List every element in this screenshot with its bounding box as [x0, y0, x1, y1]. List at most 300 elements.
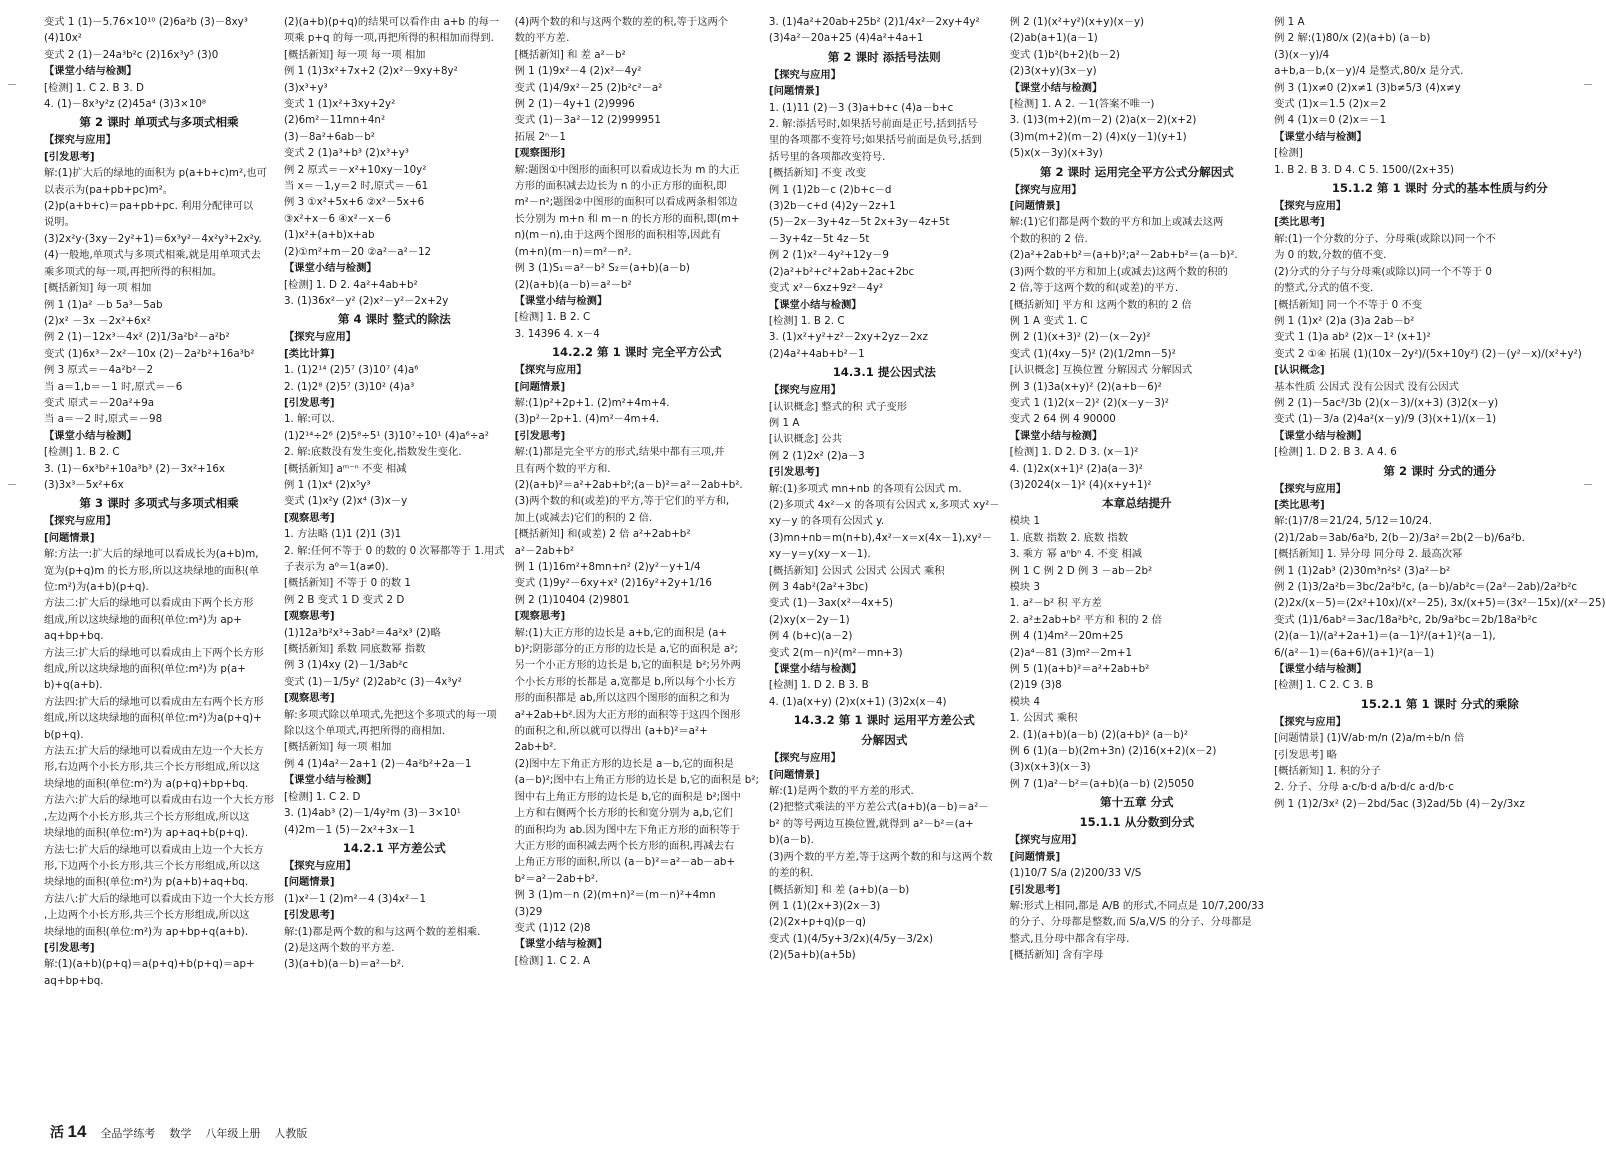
answer-line: [检测] 1. D 2. B 3. A 4. 6: [1274, 446, 1397, 459]
answer-line: m²－n²;题图②中图形的面积可以看成两条相邻边: [514, 196, 738, 209]
answer-line: 图中右上角正方形的边长是 b,它的面积是 b²;图中: [514, 790, 741, 803]
answer-line: 例 2 原式＝－x²+10xy－10y²: [284, 163, 427, 176]
section-label: 【探究与应用】: [44, 515, 117, 528]
section-label: 【课堂小结与检测】: [514, 938, 608, 951]
section-label: [问题情景]: [1009, 200, 1061, 213]
page-footer: [50, 1122, 307, 1144]
answer-line: (1)2¹⁴÷2⁶ (2)5⁸÷5¹ (3)10⁷÷10¹ (4)a⁶÷a²: [284, 429, 489, 442]
answer-line: 3. (1)－6x³b²+10a³b³ (2)－3x²+16x: [44, 462, 225, 475]
column-4: [769, 14, 1000, 1124]
page-label: 活: [50, 1125, 64, 1141]
answer-line: 1. (1)11 (2)－3 (3)a+b+c (4)a－b+c: [768, 101, 954, 114]
answer-line: 6/(a²－1)＝(6a+6)/(a+1)²(a－1): [1274, 646, 1435, 659]
answer-line: b²＝a²－2ab+b².: [514, 872, 599, 885]
answer-line: [问题情景] (1)V/ab·m/n (2)a/m÷b/n 倍: [1274, 732, 1465, 745]
section-label: 【课堂小结与检测】: [44, 429, 137, 442]
answer-line: 宽为(p+q)m 的长方形,所以这块绿地的面积(单: [44, 564, 260, 577]
answer-line: 解:(1)一个分数的分子、分母乘(或除以)同一个不: [1274, 232, 1496, 245]
answer-line: [概括新知] 每一项 相加: [284, 741, 392, 754]
answer-line: 且有两个数的平方和.: [514, 462, 611, 475]
answer-line: [概括新知] 1. 异分母 同分母 2. 最高次幂: [1274, 548, 1463, 561]
answer-line: (a－b)²;图中右上角正方形的边长是 b,它的面积是 b²;: [514, 774, 759, 787]
section-label: 【课堂小结与检测】: [1009, 429, 1103, 442]
section-label: [问题情景]: [514, 380, 566, 393]
section-label: 【探究与应用】: [44, 134, 117, 147]
answer-line: (3)x(x+3)(x－3): [1009, 761, 1091, 774]
answer-line: 个数的积的 2 倍.: [1009, 232, 1088, 245]
answer-line: 变式 2 64 例 4 90000: [1009, 413, 1116, 426]
section-heading: 第 2 课时 分式的通分: [1383, 463, 1497, 478]
answer-line: 4. (1)－8x³y²z (2)45a⁴ (3)3×10⁸: [44, 98, 207, 111]
answer-line: 的差的积.: [768, 867, 814, 880]
crop-mark: [1584, 84, 1592, 85]
answer-line: 模块 3: [1009, 581, 1041, 593]
answer-line: 3. (1)36x²－y² (2)x²－y²－2x+2y: [284, 294, 449, 307]
answer-line: 例 4 (1)4m²－20m+25: [1009, 630, 1124, 643]
answer-line: [概括新知] aᵐ⁻ⁿ 不变 相减: [284, 462, 407, 475]
answer-line: 形的面积都是 ab,所以这四个图形的面积之和为: [514, 692, 730, 705]
grade-name: 八年级上册: [205, 1127, 261, 1140]
answer-line: [概括新知] 系数 同底数幂 指数: [284, 643, 426, 656]
section-label: 【课堂小结与检测】: [1009, 81, 1103, 94]
answer-line: (3)两个数的平方和加上(或减去)这两个数的积的: [1009, 265, 1228, 278]
answer-line: [概括新知] 不等于 0 的数 1: [284, 577, 411, 590]
answer-line: (2)图中左下角正方形的边长是 a－b,它的面积是: [514, 757, 734, 770]
answer-line: (1)x²+(a+b)x+ab: [284, 229, 375, 242]
answer-line: 1. 公因式 乘积: [1009, 712, 1078, 725]
answer-line: (2)把整式乘法的平方差公式(a+b)(a－b)＝a²－: [768, 801, 989, 814]
section-heading: 14.2.1 平方差公式: [342, 840, 446, 855]
answer-line: 例 1 (1)x⁴ (2)x⁵y³: [284, 478, 371, 491]
answer-line: 解:(1)都是两个数的和与这两个数的差相乘.: [284, 925, 481, 938]
answer-line: 组成,所以这块绿地的面积(单位:m²)为a(p+q)+: [44, 712, 262, 725]
answer-line: 为 0 的数,分数的值不变.: [1274, 249, 1387, 262]
answer-line: [检测] 1. D 2. B 3. B: [768, 679, 869, 692]
answer-line: 解:(1)(a+b)(p+q)＝a(p+q)+b(p+q)＝ap+: [44, 958, 255, 971]
answer-line: [引发思考] 略: [1274, 748, 1337, 761]
answer-line: 例 2 (1)x²－4y²+12y－9: [768, 249, 889, 262]
answer-line: 除以这个单项式,再把所得的商相加.: [284, 725, 445, 738]
answer-line: 形,右边两个小长方形,共三个长方形组成,所以这: [44, 761, 260, 774]
answer-line: 的面积均为 ab.因为图中左下角正方形的面积等于: [514, 823, 740, 836]
subject-name: 数学: [169, 1127, 192, 1140]
answer-line: 解:(1)扩大后的绿地的面积为 p(a+b+c)m²,也可: [44, 167, 267, 180]
answer-line: 变式 1 (1)a ab² (2)x－1² (x+1)²: [1274, 331, 1431, 344]
answer-line: 例 5 (1)(a+b)²＝a²+2ab+b²: [1009, 663, 1150, 676]
answer-line: 变式 2 (1)－24a³b²c (2)16x³y⁵ (3)0: [44, 48, 219, 61]
answer-line: (1)10/7 S/a (2)200/33 V/S: [1009, 867, 1142, 880]
answer-line: 方法三:扩大后的绿地可以看成由上下两个长方形: [44, 646, 264, 659]
answer-line: 例 1 (1)(2x+3)(2x－3): [768, 899, 881, 912]
section-label: [观察思考]: [514, 610, 566, 623]
answer-line: (2)4a²+4ab+b²－1: [768, 347, 865, 360]
answer-line: 块绿地的面积(单位:m²)为 p(a+b)+aq+bq.: [44, 876, 249, 889]
section-label: [问题情景]: [768, 85, 820, 98]
answer-line: [检测] 1. A 2. －1(答案不唯一): [1009, 98, 1155, 111]
answer-line: (3)mn+nb＝m(n+b),4x²－x＝x(4x－1),xy²－: [768, 531, 993, 544]
answer-line: 变式 (1)12 (2)8: [514, 921, 591, 934]
answer-line: a²+2ab+b².因为大正方形的面积等于这四个图形: [514, 708, 741, 721]
answer-line: 2. a²±2ab+b² 平方和 积的 2 倍: [1009, 613, 1162, 626]
answer-line: (2)p(a+b+c)＝pa+pb+pc. 利用分配律可以: [44, 200, 254, 213]
section-heading: 15.1.1 从分数到分式: [1079, 815, 1195, 830]
answer-line: 2. (1)(a+b)(a－b) (2)(a+b)² (a－b)²: [1009, 728, 1189, 741]
section-label: [引发思考]: [284, 909, 335, 922]
answer-line: 1. B 2. B 3. D 4. C 5. 1500/(2x+35): [1274, 163, 1455, 176]
answer-line: 例 3 4ab²(2a²+3bc): [768, 581, 869, 593]
answer-line: 方形的面积减去边长为 n 的小正方形的面积,即: [514, 180, 727, 193]
section-label: 【课堂小结与检测】: [1274, 429, 1367, 442]
answer-line: 例 2 (1)(x+3)² (2)－(x－2y)²: [1009, 331, 1151, 344]
answer-line: ,左边两个小长方形,共三个长方形组成,所以这: [44, 810, 250, 823]
answer-line: 当 x＝－1,y＝2 时,原式＝－61: [284, 180, 429, 193]
answer-line: 例 3 ①x²+5x+6 ②x²－5x+6: [284, 196, 425, 209]
answer-line: 例 1 (1)9x²－4 (2)x²－4y²: [514, 65, 642, 78]
answer-line: 长分别为 m+n 和 m－n 的长方形的面积,即(m+: [514, 212, 740, 225]
answer-line: (3)2b－c+d (4)2y－2z+1: [768, 200, 896, 213]
answer-line: xy－y＝y(xy－x－1).: [768, 548, 871, 561]
answer-line: 变式 (1)－3a²－12 (2)999951: [514, 114, 661, 127]
answer-line: 3. (1)x²+y²+z²－2xy+2yz－2xz: [768, 331, 928, 344]
answer-line: (m+n)(m－n)＝m²－n².: [514, 245, 632, 258]
answer-line: 例 1 C 例 2 D 例 3 －ab－2b²: [1009, 564, 1153, 577]
answer-line: 子表示为 a⁰＝1(a≠0).: [284, 561, 389, 573]
answer-line: [概括新知] 公因式 公因式 公因式 乘积: [768, 564, 945, 577]
answer-line: [概括新知] 平方和 这两个数的积的 2 倍: [1009, 298, 1192, 311]
answer-line: 方法五:扩大后的绿地可以看成由左边一个大长方: [44, 745, 264, 758]
answer-line: 解:(1)p²+2p+1. (2)m²+4m+4.: [514, 396, 670, 409]
answer-line: 项乘 p+q 的每一项,再把所得的积相加而得到.: [284, 32, 494, 45]
answer-line: 形,下边两个小长方形,共三个长方形组成,所以这: [44, 859, 260, 872]
section-heading: 分解因式: [861, 733, 908, 748]
answer-line: 变式 2 ①④ 拓展 (1)(10x－2y²)/(5x+10y²) (2)－(y²－x)/(x²+y²): [1274, 347, 1582, 360]
section-label: [问题情景]: [44, 531, 95, 544]
section-label: 【探究与应用】: [284, 331, 357, 344]
edition-name: 人教版: [274, 1127, 308, 1140]
answer-line: 变式 x²－6xz+9z²－4y²: [768, 282, 884, 295]
answer-line: 1. 底数 指数 2. 底数 指数: [1009, 531, 1128, 544]
section-label: [观察思考]: [284, 692, 335, 705]
answer-line: 变式 (1)4/9x²－25 (2)b²c²－a²: [514, 81, 663, 94]
crop-mark: [8, 84, 16, 85]
answer-line: [概括新知] 和 差 (a+b)(a－b): [768, 883, 910, 896]
answer-line: [检测] 1. C 2. B 3. D: [44, 81, 144, 94]
answer-line: b)²;阴影部分的正方形的边长是 a,它的面积是 a²;: [514, 643, 738, 656]
answer-line: 例 2 (1)2x² (2)a－3: [768, 449, 865, 462]
answer-line: (2)3(x+y)(3x－y): [1009, 65, 1097, 78]
answer-line: 例 4 (1)4a²－2a+1 (2)－4a²b²+2a－1: [284, 757, 472, 770]
answer-line: －3y+4z－5t 4z－5t: [768, 232, 870, 245]
answer-line: 当 a＝－2 时,原式＝－98: [44, 413, 163, 426]
answer-line: 解:(1)大正方形的边长是 a+b,它的面积是 (a+: [514, 626, 728, 639]
answer-line: 的整式,分式的值不变.: [1274, 282, 1374, 295]
answer-line: (3)4a²－20a+25 (4)4a²+4a+1: [768, 32, 924, 45]
answer-line: 解:题图①中图形的面积可以看成边长为 m 的大正: [514, 163, 740, 176]
answer-line: (2)多项式 4x²－x 的各项有公因式 x,多项式 xy²－: [768, 498, 1000, 511]
answer-line: [认识概念] 互换位置 分解因式 分解因式: [1009, 364, 1193, 377]
column-1: [44, 14, 274, 1124]
answer-line: 2. 解:任何不等于 0 的数的 0 次幂都等于 1.用式: [284, 544, 505, 557]
answer-line: (5)－2x－3y+4z－5t 2x+3y－4z+5t: [768, 216, 950, 229]
answer-line: aq+bp+bq.: [44, 974, 104, 987]
answer-line: 2 倍,等于这两个数的和(或差)的平方.: [1009, 282, 1179, 295]
answer-line: 个小长方形的长都是 a,宽都是 b,所以每个小长方: [514, 675, 737, 688]
section-label: 【课堂小结与检测】: [768, 298, 862, 311]
section-label: [观察思考]: [284, 610, 335, 623]
section-label: 【探究与应用】: [1009, 183, 1082, 196]
section-label: 【课堂小结与检测】: [1274, 663, 1367, 676]
section-label: [观察思考]: [284, 511, 335, 524]
section-label: [引发思考]: [284, 396, 335, 409]
section-label: 【探究与应用】: [1274, 200, 1347, 213]
answer-line: (2)(5a+b)(a+5b): [768, 949, 856, 962]
answer-line: 例 1 (1)2ab³ (2)30m³n²s² (3)a²－b²: [1274, 564, 1451, 577]
answer-line: 模块 1: [1009, 515, 1041, 528]
answer-line: 例 2 (1)－5ac²/3b (2)(x－3)/(x+3) (3)2(x－y): [1274, 396, 1499, 409]
answer-line: 例 4 (1)x＝0 (2)x＝－1: [1274, 114, 1387, 127]
answer-line: 整式,且分母中都含有字母.: [1009, 932, 1130, 945]
answer-line: 1. a²－b² 积 平方差: [1009, 597, 1102, 610]
section-label: [问题情景]: [1009, 850, 1061, 863]
answer-line: [检测] 1. B 2. C: [514, 311, 591, 324]
answer-line: (1)12a³b²x³÷3ab²＝4a²x³ (2)略: [284, 626, 441, 639]
answer-page: [44, 14, 1606, 1124]
answer-line: 方法六:扩大后的绿地可以看成由右边一个大长方形: [44, 794, 274, 807]
answer-line: (3)29: [514, 905, 543, 918]
answer-line: [概括新知] 和(或差) 2 倍 a²+2ab+b²: [514, 528, 691, 541]
answer-line: (5)x(x－3y)(x+3y): [1009, 147, 1103, 160]
answer-line: 例 4 (b+c)(a－2): [768, 630, 853, 643]
answer-line: 例 2 (1)－4y+1 (2)9996: [514, 98, 635, 111]
column-2: [284, 14, 505, 1124]
answer-line: 块绿地的面积(单位:m²)为 a(p+q)+bp+bq.: [44, 777, 249, 790]
section-label: 【探究与应用】: [1009, 834, 1082, 847]
answer-line: 例 1 (1)16m²+8mn+n² (2)y²－y+1/4: [514, 561, 701, 573]
section-label: [问题情景]: [284, 876, 335, 889]
answer-line: 大正方形的面积减去两个长方形的面积,再减去右: [514, 839, 735, 852]
answer-line: (2)a²+2ab+b²＝(a+b)²;a²－2ab+b²＝(a－b)².: [1009, 249, 1238, 262]
answer-line: (2)1/2ab＝3ab/6a²b, 2(b－2)/3a²＝2b(2－b)/6a²b.: [1274, 531, 1525, 544]
answer-line: (3)p²－2p+1. (4)m²－4m+4.: [514, 413, 660, 426]
answer-line: (2)a²+b²+c²+2ab+2ac+2bc: [768, 265, 915, 278]
answer-line: 2ab+b².: [514, 741, 557, 754]
section-label: 【探究与应用】: [768, 752, 841, 765]
section-label: 【探究与应用】: [284, 859, 357, 872]
section-label: 【课堂小结与检测】: [1274, 130, 1367, 143]
section-label: 【课堂小结与检测】: [284, 262, 377, 275]
answer-line: 3. 14396 4. x－4: [514, 327, 600, 340]
section-label: [引发思考]: [44, 941, 95, 954]
answer-line: (2)分式的分子与分母乘(或除以)同一个不等于 0: [1274, 265, 1492, 278]
answer-line: 例 3 (1)m－n (2)(m+n)²＝(m－n)²+4mn: [514, 889, 716, 902]
answer-line: 1. 方法略 (1)1 (2)1 (3)1: [284, 528, 402, 541]
answer-line: 模块 4: [1009, 695, 1041, 708]
answer-line: 方法七:扩大后的绿地可以看成由上边一个大长方: [44, 843, 264, 856]
answer-line: (2)①m²+m－20 ②a²－a²－12: [284, 245, 432, 258]
answer-line: 位:m²)为(a+b)(p+q).: [44, 581, 149, 593]
answer-line: 解:(1)7/8＝21/24, 5/12＝10/24.: [1274, 515, 1432, 528]
answer-line: (3)2x²y·(3xy－2y²+1)＝6x³y²－4x²y³+2x²y.: [44, 232, 262, 245]
answer-line: 例 2 (1)3/2a²b＝3bc/2a²b²c, (a－b)/ab²c＝(2a²－2ab)/2a²b²c: [1274, 581, 1578, 593]
section-label: [引发思考]: [768, 466, 820, 479]
answer-line: 拓展 2ⁿ－1: [514, 130, 566, 143]
answer-line: 块绿地的面积(单位:m²)为 ap+bp+q(a+b).: [44, 925, 249, 938]
answer-line: 例 1 A: [768, 416, 800, 429]
crop-mark: [8, 484, 16, 485]
section-heading: 15.1.2 第 1 课时 分式的基本性质与约分: [1331, 181, 1548, 196]
answer-line: 解:多项式除以单项式,先把这个多项式的每一项: [284, 708, 497, 721]
answer-line: [概括新知] 含有字母: [1009, 949, 1104, 962]
answer-line: 组成,所以这块绿地的面积(单位:m²)为 ap+: [44, 613, 242, 626]
answer-line: 变式 (1)b²(b+2)(b－2): [1009, 48, 1120, 61]
answer-line: (3)x³+y³: [284, 81, 328, 94]
answer-line: 方法二:扩大后的绿地可以看成由下两个长方形: [44, 597, 254, 610]
answer-line: 变式 (1)9y²－6xy+x² (2)16y²+2y+1/16: [514, 577, 712, 590]
answer-line: [检测] 1. D 2. D 3. (x－1)²: [1009, 446, 1139, 459]
answer-line: 4. (1)2x(x+1)² (2)a(a－3)²: [1009, 462, 1143, 475]
section-heading: 第十五章 分式: [1100, 795, 1174, 810]
column-5: [1010, 14, 1265, 1124]
answer-line: 例 7 (1)a²－b²＝(a+b)(a－b) (2)5050: [1009, 777, 1195, 790]
answer-line: (4)2m－1 (5)－2x²+3x－1: [284, 823, 416, 836]
answer-line: 里的各项都不变符号;如果括号前面是负号,括到: [768, 134, 982, 147]
answer-line: 解:形式上相同,都是 A/B 的形式,不同点是 10/7,200/33: [1009, 899, 1265, 912]
answer-line: (3)m(m+2)(m－2) (4)x(y－1)(y+1): [1009, 130, 1187, 143]
section-label: [问题情景]: [768, 768, 820, 781]
answer-line: (2)(a+b)(p+q)的结果可以看作由 a+b 的每一: [284, 16, 500, 28]
answer-line: a+b,a－b,(x－y)/4 是整式,80/x 是分式.: [1274, 65, 1464, 78]
answer-line: 基本性质 公因式 没有公因式 没有公因式: [1274, 380, 1459, 393]
section-label: [引发思考]: [514, 429, 566, 442]
answer-line: 数的平方差.: [514, 32, 570, 45]
section-heading: 第 2 课时 单项式与多项式相乘: [79, 115, 239, 130]
answer-line: b)(a－b).: [768, 834, 814, 847]
answer-line: (2)6m²－11mn+4n²: [284, 114, 386, 127]
answer-line: 变式 (1)－3/a (2)4a²(x－y)/9 (3)(x+1)/(x－1): [1274, 413, 1497, 426]
answer-line: (2)19 (3)8: [1009, 679, 1062, 692]
answer-line: 变式 (1)(4/5y+3/2x)(4/5y－3/2x): [768, 932, 934, 945]
answer-line: (2)ab(a+1)(a－1): [1009, 32, 1098, 45]
answer-line: 4. (1)a(x+y) (2)x(x+1) (3)2x(x－4): [768, 695, 947, 708]
answer-line: 例 1 (1)2/3x² (2)－2bd/5ac (3)2ad/5b (4)－2y/3xz: [1274, 797, 1525, 810]
answer-line: 例 1 A 变式 1. C: [1009, 314, 1088, 327]
section-label: 【探究与应用】: [768, 68, 841, 81]
crop-mark: [1584, 484, 1592, 485]
page-number: 14: [67, 1122, 87, 1141]
answer-line: (4)10x²: [44, 32, 82, 45]
answer-line: [检测]: [1274, 147, 1303, 160]
answer-line: 例 1 (1)2b－c (2)b+c－d: [768, 183, 892, 196]
answer-line: (2)xy(x－2y－1): [768, 613, 850, 626]
answer-line: [概括新知] 每一项 每一项 相加: [284, 48, 426, 61]
section-label: [引发思考]: [44, 150, 95, 163]
answer-line: 的面积之和,所以就可以得出 (a+b)²＝a²+: [514, 725, 708, 738]
section-label: 【探究与应用】: [1274, 482, 1347, 495]
section-heading: 第 2 课时 添括号法则: [827, 49, 941, 64]
answer-line: 括号里的各项都改变符号.: [768, 150, 886, 163]
section-label: [类比思考]: [1274, 498, 1325, 511]
answer-line: 变式 (1)－3ax(x²－4x+5): [768, 597, 894, 610]
answer-line: (3)两个数的平方差,等于这两个数的和与这两个数: [768, 850, 993, 863]
answer-line: 解:(1)是两个数的平方差的形式.: [768, 785, 914, 798]
answer-line: 变式 (1)x²y (2)x⁴ (3)x－y: [284, 495, 408, 508]
answer-line: (2)(a+b)(a－b)＝a²－b²: [514, 278, 632, 291]
answer-line: [概括新知] 1. 积的分子: [1274, 765, 1381, 778]
answer-line: xy－y 的各项有公因式 y.: [768, 515, 885, 528]
answer-line: 当 a＝1,b＝－1 时,原式＝－6: [44, 380, 183, 393]
answer-line: [检测] 1. B 2. C: [44, 446, 120, 459]
answer-line: [检测] 1. C 2. A: [514, 954, 591, 967]
answer-line: 2. 分子、分母 a·c/b·d a/b·d/c a·d/b·c: [1274, 781, 1454, 794]
answer-line: [检测] 1. C 2. C 3. B: [1274, 679, 1374, 692]
answer-line: b(p+q).: [44, 728, 84, 741]
answer-line: 变式 2(m－n)²(m²－mn+3): [768, 646, 903, 659]
section-label: 【课堂小结与检测】: [44, 65, 137, 78]
answer-line: 说明。: [44, 216, 75, 229]
answer-line: (3)(x－y)/4: [1274, 48, 1330, 61]
column-3: [515, 14, 759, 1124]
answer-line: 上方和右侧两个长方形的长和宽分别为 a,b,它们: [514, 807, 733, 820]
publication-name: 全品学练考: [100, 1127, 156, 1140]
answer-line: 变式 1 (1)2(x－2)² (2)(x－y－3)²: [1009, 396, 1169, 409]
answer-line: (2)是这两个数的平方差.: [284, 941, 395, 954]
answer-line: (3)两个数的和(或差)的平方,等于它们的平方和,: [514, 495, 730, 508]
answer-line: [概括新知] 和 差 a²－b²: [514, 48, 626, 61]
answer-line: b)+q(a+b).: [44, 679, 103, 692]
answer-line: 3. (1)4a²+20ab+25b² (2)1/4x²－2xy+4y²: [768, 16, 980, 28]
answer-line: [概括新知] 不变 改变: [768, 167, 866, 180]
answer-line: 例 2 (1)－12x³－4x² (2)1/3a²b²－a²b²: [44, 331, 230, 344]
answer-line: 解:(1)它们都是两个数的平方和加上或减去这两: [1009, 216, 1224, 229]
answer-line: 解:方法一:扩大后的绿地可以看成长为(a+b)m,: [44, 548, 259, 561]
answer-line: ,上边两个小长方形,共三个长方形组成,所以这: [44, 909, 250, 922]
answer-line: [检测] 1. D 2. 4a²+4ab+b²: [284, 278, 418, 291]
answer-line: (3)2024(x－1)² (4)(x+y+1)²: [1009, 478, 1152, 491]
answer-line: [概括新知] 每一项 相加: [44, 282, 152, 295]
answer-line: [概括新知] 同一个不等于 0 不变: [1274, 298, 1423, 311]
section-label: [认识概念]: [1274, 364, 1325, 377]
answer-line: 例 1 (1)3x²+7x+2 (2)x²－9xy+8y²: [284, 65, 458, 78]
answer-line: 3. (1)3(m+2)(m－2) (2)a(x－2)(x+2): [1009, 114, 1197, 127]
answer-line: (3)(a+b)(a－b)＝a²－b².: [284, 958, 405, 971]
page-number-block: [50, 1122, 86, 1142]
answer-line: 例 2 B 变式 1 D 变式 2 D: [284, 593, 405, 606]
answer-line: 变式 (1)x＝1.5 (2)x＝2: [1274, 98, 1387, 111]
section-label: 【课堂小结与检测】: [284, 774, 377, 787]
answer-line: 例 3 (1)x≠0 (2)x≠1 (3)b≠5/3 (4)x≠y: [1274, 81, 1461, 94]
answer-line: 2. (1)2⁸ (2)5⁷ (3)10² (4)a³: [284, 380, 415, 393]
answer-line: 3. 乘方 幂 aⁿbⁿ 4. 不变 相减: [1009, 548, 1143, 561]
section-label: [引发思考]: [1009, 883, 1061, 896]
answer-line: 例 3 (1)S₁＝a²－b² S₂＝(a+b)(a－b): [514, 262, 690, 275]
section-label: [观察图形]: [514, 147, 566, 160]
answer-line: (2)(a+b)²＝a²+2ab+b²;(a－b)²＝a²－2ab+b².: [514, 478, 743, 491]
answer-line: ③x²+x－6 ④x²－x－6: [284, 212, 391, 225]
answer-line: 例 3 原式＝－4a²b²－2: [44, 364, 154, 377]
answer-line: 例 3 (1)3a(x+y)² (2)(a+b－6)²: [1009, 380, 1162, 393]
answer-line: [认识概念] 公共: [768, 433, 843, 446]
answer-line: (3)3x³－5x²+6x: [44, 478, 124, 491]
answer-line: [检测] 1. C 2. D: [284, 790, 361, 803]
answer-line: 例 3 (1)4xy (2)－1/3ab²c: [284, 659, 409, 672]
answer-line: 例 2 (1)10404 (2)9801: [514, 593, 630, 606]
answer-line: n)(m－n),由于这两个图形的面积相等,因此有: [514, 229, 722, 242]
section-label: [类比思考]: [1274, 216, 1325, 229]
answer-line: [认识概念] 整式的积 式子变形: [768, 400, 908, 413]
answer-line: (2)(a－1)/(a²+2a+1)＝(a－1)²/(a+1)²(a－1),: [1274, 630, 1496, 643]
answer-line: 变式 (1)1/6ab²＝3ac/18a²b²c, 2b/9a²bc＝2b/18a²b²c: [1274, 613, 1538, 626]
answer-line: 变式 1 (1)－5.76×10¹⁰ (2)6a²b (3)－8xy³: [44, 16, 248, 28]
